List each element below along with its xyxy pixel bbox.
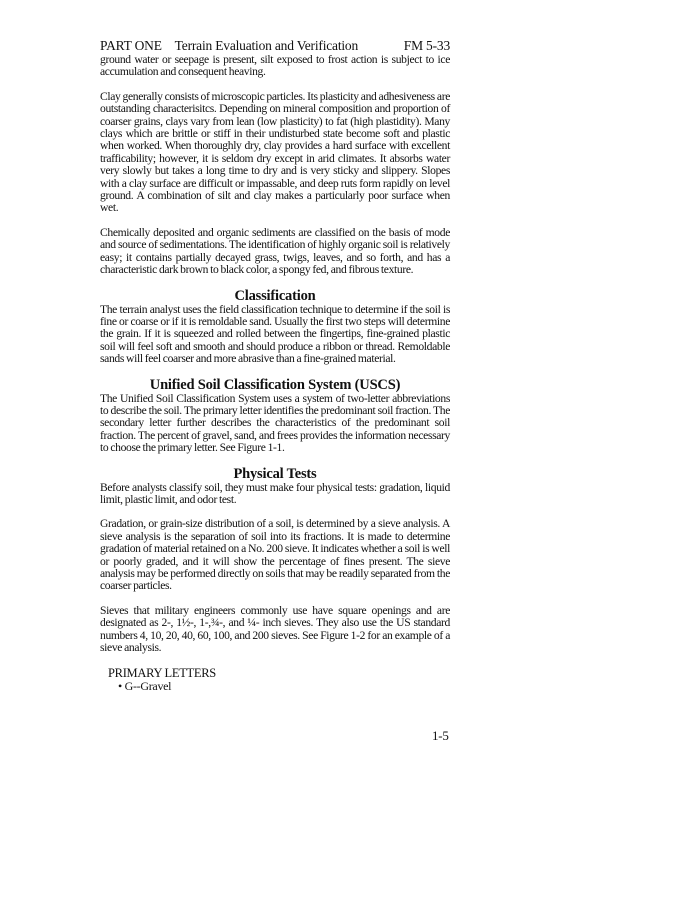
document-page [100,38,450,693]
paragraph-uscs: The Unified Soil Classification System uses a system of two-letter abbreviations to describe the soil. The primary letter identifies the predominant soil fraction. The secondary letter further describes the characteristics of the predominant soil fraction. The percent of gravel, sand, and frees provides the information necessary to choose the primary letter. See Figure 1-1. [100,391,450,455]
paragraph-classification: The terrain analyst uses the field classification technique to determine if the soil is fine or coarse or if it is remoldable sand. Usually the first two steps will determine the grain. If it is squeezed and rolled between the fingertips, fine-grained plastic soil will feel soft and smooth and should produce a ribbon or thread. Remoldable sands will feel coarser and more abrasive than a fine-grained material. [100,302,450,366]
section-title: Terrain Evaluation and Verification [174,38,359,53]
primary-letters-heading: PRIMARY LETTERS [108,666,216,681]
heading-physical-tests: Physical Tests [233,465,317,482]
page-number: 1-5 [432,728,449,743]
paragraph-sieves: Sieves that military engineers commonly use have square openings and are designated as 2-, 1½-, 1-,¾-, and ¼- inch sieves. They also use the US standard numbers 4, 10, 20, 40, 60, 100, and 200 sieves. See Figure 1-2 for an example of a sieve analysis. [100,603,450,655]
running-header [100,38,450,54]
primary-letter-gravel: G--Gravel [124,679,172,694]
heading-uscs: Unified Soil Classification System (USCS) [149,376,401,393]
paragraph-silt-continued: ground water or seepage is present, silt exposed to frost action is subject to ice accumulation and consequent heaving. [100,53,450,79]
paragraph-physical-tests-intro: Before analysts classify soil, they must make four physical tests: gradation, liquid limit, plastic limit, and odor test. [100,480,450,506]
paragraph-organic-sediments: Chemically deposited and organic sediments are classified on the basis of mode and source of sedimentations. The identification of highly organic soil is relatively easy; it contains partially decayed grass, twigs, leaves, and so forth, and has a characteristic dark brown to black color, a spongy fed, and fibrous texture. [100,225,450,277]
manual-number: FM 5-33 [403,38,450,53]
list-item: • G--Gravel [118,679,172,694]
part-label: PART ONE [100,38,162,53]
heading-classification: Classification [234,287,316,304]
paragraph-clay: Clay generally consists of microscopic particles. Its plasticity and adhesiveness are outstanding characterisitcs. Depending on mineral composition and proportion of coarser grains, clays vary from lean (low plasticity) to fat (high plastidity). Many clays which are brittle or stiff in their undisturbed state become soft and plastic when worked. When thoroughly dry, clay provides a hard surface with excellent trafficability; however, it is seldom dry except in arid climates. It absorbs water very slowly but takes a long time to dry and is very sticky and slippery. Slopes with a clay surface are difficult or impassable, and deep ruts form rapidly on level ground. A combination of silt and clay makes a particularly poor surface when wet. [100,89,450,215]
paragraph-gradation: Gradation, or grain-size distribution of a soil, is determined by a sieve analysis. A sieve analysis is the separation of soil into its fractions. It is made to determine gradation of material retained on a No. 200 sieve. It indicates whether a soil is well or poorly graded, and it will show the percentage of fines present. The sieve analysis may be performed directly on soils that may be readily separated from the coarser particles. [100,517,450,593]
